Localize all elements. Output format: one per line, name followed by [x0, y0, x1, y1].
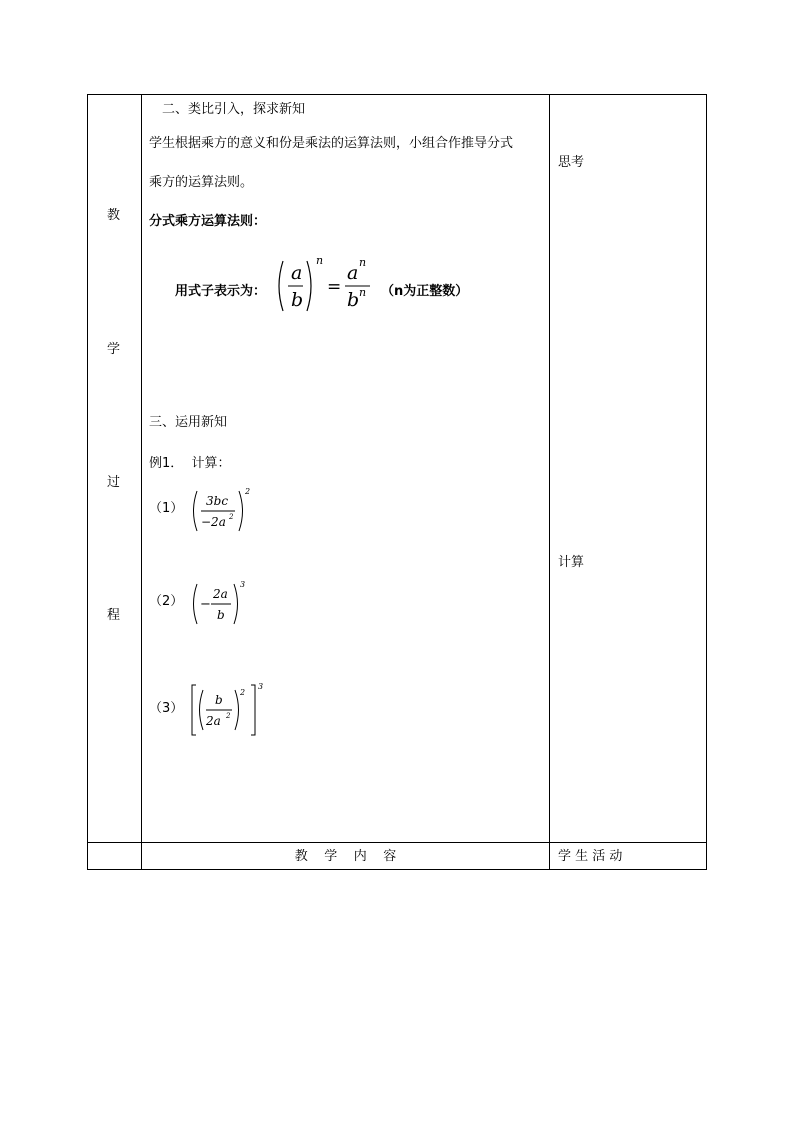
problem-1-expression	[189, 487, 259, 535]
column-divider-right	[549, 95, 550, 869]
example-title: 例1． 计算：	[149, 456, 231, 471]
problem-3-expression	[189, 683, 269, 739]
problem-1-numerator: 3bc	[206, 494, 229, 508]
formula-note: （n为正整数）	[381, 284, 469, 299]
problem-2-sign: −	[200, 597, 211, 612]
problem-3-denominator-exponent: 2	[226, 712, 231, 720]
problem-1-exponent: 2	[245, 487, 251, 496]
formula-lead: 用式子表示为：	[175, 284, 267, 299]
problem-2-label: （2）	[149, 594, 184, 609]
formula-equals: =	[327, 277, 342, 297]
section2-paragraph-line1: 学生根据乘方的意义和份是乘法的运算法则，小组合作推导分式	[149, 136, 514, 151]
activity-think: 思考	[558, 155, 585, 170]
side-label-char: 过	[107, 475, 121, 490]
activity-compute: 计算	[558, 555, 585, 570]
section2-heading: 二、类比引入，探求新知	[162, 102, 306, 117]
rule-title: 分式乘方运算法则：	[149, 214, 267, 229]
problem-2-denominator: b	[217, 608, 225, 622]
formula-numerator: a	[291, 262, 303, 284]
power-rule-formula	[274, 255, 374, 317]
problem-1-denominator: −2a	[201, 515, 226, 529]
problem-2-exponent: 3	[240, 580, 246, 589]
formula-denominator: b	[291, 289, 304, 311]
rhs-numerator-exponent: n	[359, 256, 367, 269]
side-label-char: 教	[107, 208, 121, 223]
rhs-numerator: a	[347, 262, 359, 284]
problem-2-expression	[189, 580, 259, 628]
problem-2-numerator: 2a	[213, 587, 228, 601]
problem-3-exponent: 3	[258, 682, 264, 691]
problem-3-numerator: b	[215, 693, 223, 707]
problem-1-denominator-exponent: 2	[229, 513, 234, 521]
problem-3-denominator: 2a	[206, 714, 221, 728]
rhs-denominator-exponent: n	[359, 286, 367, 299]
section2-paragraph-line2: 乘方的运算法则。	[149, 175, 254, 190]
problem-3-inner-exponent: 2	[240, 688, 246, 697]
side-label-char: 学	[107, 342, 121, 357]
activity-column-header: 学 生 活 动	[558, 849, 623, 864]
content-column-header: 教 学 内 容	[294, 849, 397, 864]
side-label-char: 程	[107, 608, 121, 623]
column-divider-left	[141, 95, 142, 869]
lesson-table	[87, 94, 707, 870]
formula-exponent: n	[316, 254, 324, 267]
problem-3-label: （3）	[149, 701, 184, 716]
section3-heading: 三、运用新知	[149, 415, 228, 430]
rhs-denominator: b	[347, 289, 360, 311]
footer-divider	[88, 842, 706, 843]
problem-1-label: （1）	[149, 501, 184, 516]
